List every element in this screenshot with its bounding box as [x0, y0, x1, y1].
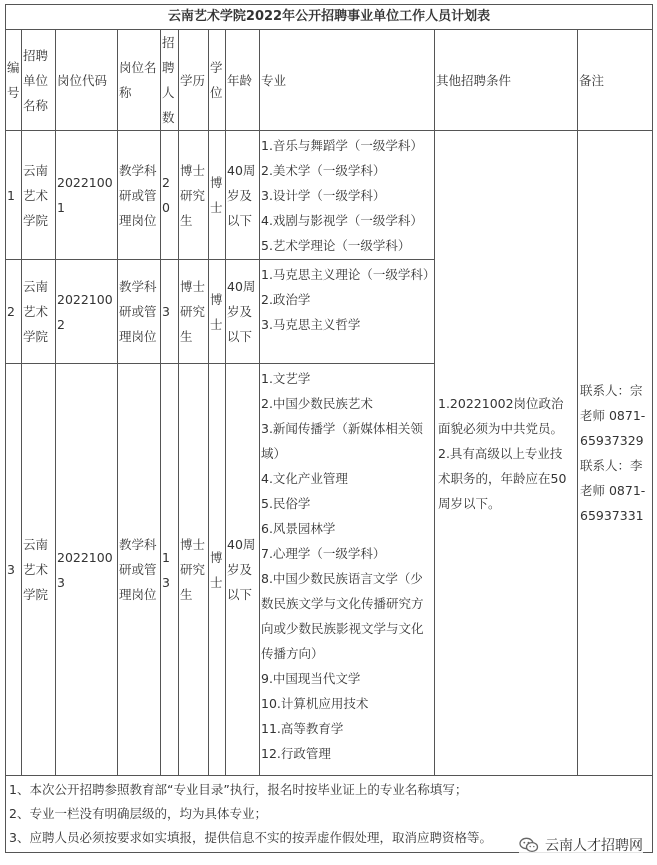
row-majors	[260, 260, 435, 364]
row-count: 3	[161, 260, 179, 364]
header-unit: 招聘单位名称	[22, 30, 56, 131]
major-item: 8.中国少数民族语言文学（少数民族文学与文化传播研究方向或少数民族影视文学与文化传播方向）	[261, 571, 424, 661]
note-item: 3、应聘人员必须按要求如实填报，提供信息不实的按弄虚作假处理，取消应聘资格等。	[9, 830, 492, 845]
major-item: 4.文化产业管理	[261, 471, 348, 486]
row-count: 13	[161, 364, 179, 776]
row-unit: 云南艺术学院	[22, 131, 56, 260]
row-no: 2	[6, 260, 22, 364]
row-degree: 博士	[209, 131, 226, 260]
major-item: 3.马克思主义哲学	[261, 317, 361, 332]
note-item: 2、专业一栏没有明确层级的，均为具体专业；	[9, 806, 267, 821]
row-position: 教学科研或管理岗位	[118, 131, 161, 260]
row-education: 博士研究生	[179, 131, 209, 260]
row-age: 40周岁及以下	[226, 131, 260, 260]
row-code: 20221003	[56, 364, 118, 776]
header-remark: 备注	[578, 30, 653, 131]
major-item: 5.民俗学	[261, 496, 311, 511]
row-position: 教学科研或管理岗位	[118, 260, 161, 364]
table-title: 云南艺术学院2022年公开招聘事业单位工作人员计划表	[6, 5, 653, 30]
major-item: 3.设计学（一级学科）	[261, 188, 386, 203]
row-unit: 云南艺术学院	[22, 364, 56, 776]
wechat-icon	[519, 837, 539, 853]
row-no: 1	[6, 131, 22, 260]
major-item: 1.文艺学	[261, 371, 311, 386]
recruitment-table	[5, 4, 653, 853]
header-code: 岗位代码	[56, 30, 118, 131]
major-item: 2.美术学（一级学科）	[261, 163, 386, 178]
table-row	[6, 131, 653, 260]
row-majors	[260, 131, 435, 260]
major-item: 3.新闻传播学（新媒体相关领域）	[261, 421, 423, 461]
major-item: 1.音乐与舞蹈学（一级学科）	[261, 138, 423, 153]
row-age: 40周岁及以下	[226, 260, 260, 364]
major-item: 1.马克思主义理论（一级学科）	[261, 267, 436, 282]
header-position: 岗位名称	[118, 30, 161, 131]
row-no: 3	[6, 364, 22, 776]
header-age: 年龄	[226, 30, 260, 131]
row-code: 20221001	[56, 131, 118, 260]
major-item: 6.风景园林学	[261, 521, 336, 536]
row-code: 20221002	[56, 260, 118, 364]
major-item: 9.中国现当代文学	[261, 671, 361, 686]
row-unit: 云南艺术学院	[22, 260, 56, 364]
watermark	[519, 835, 643, 855]
header-degree: 学位	[209, 30, 226, 131]
watermark-text: 云南人才招聘网	[545, 838, 643, 854]
major-item: 10.计算机应用技术	[261, 696, 369, 711]
header-education: 学历	[179, 30, 209, 131]
row-age: 40周岁及以下	[226, 364, 260, 776]
header-count: 招聘人数	[161, 30, 179, 131]
header-major: 专业	[260, 30, 435, 131]
major-item: 2.政治学	[261, 292, 311, 307]
other-conditions	[435, 131, 578, 776]
row-degree: 博士	[209, 260, 226, 364]
major-item: 2.中国少数民族艺术	[261, 396, 373, 411]
row-count: 20	[161, 131, 179, 260]
row-majors	[260, 364, 435, 776]
condition-item: 1.20221002岗位政治面貌必须为中共党员。	[438, 395, 564, 436]
major-item: 12.行政管理	[261, 746, 331, 761]
remark: 联系人：宗老师 0871-65937329 联系人：李老师 0871-65937331	[578, 131, 653, 776]
condition-item: 2.具有高级以上专业技术职务的，年龄应在50周岁以下。	[438, 445, 567, 511]
recruitment-plan-sheet	[5, 4, 652, 862]
row-position: 教学科研或管理岗位	[118, 364, 161, 776]
row-education: 博士研究生	[179, 260, 209, 364]
major-item: 5.艺术学理论（一级学科）	[261, 238, 411, 253]
header-other: 其他招聘条件	[435, 30, 578, 131]
major-item: 11.高等教育学	[261, 721, 344, 736]
header-row	[6, 30, 653, 131]
row-degree: 博士	[209, 364, 226, 776]
major-item: 4.戏剧与影视学（一级学科）	[261, 213, 423, 228]
major-item: 7.心理学（一级学科）	[261, 546, 386, 561]
row-education: 博士研究生	[179, 364, 209, 776]
note-item: 1、本次公开招聘参照教育部“专业目录”执行，报名时按毕业证上的专业名称填写；	[9, 782, 468, 797]
header-no: 编号	[6, 30, 22, 131]
